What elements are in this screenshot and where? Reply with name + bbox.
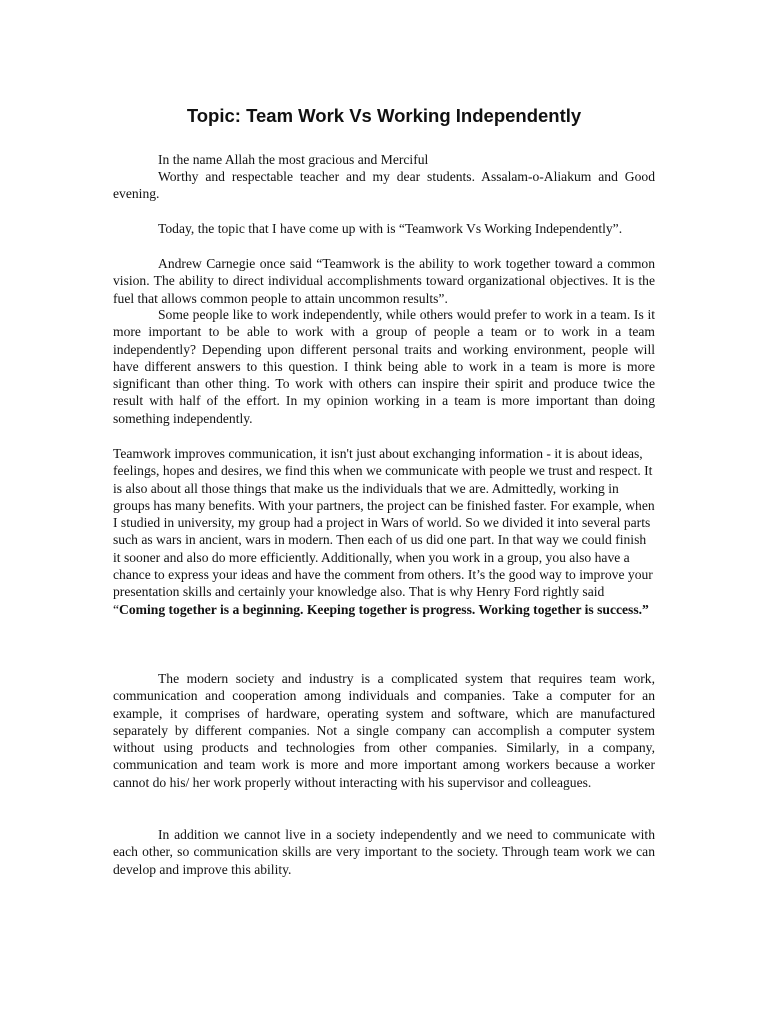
greeting-line-2: Worthy and respectable teacher and my dear students. Assalam-o-Aliakum and Good evening. [113,169,655,202]
greeting-line-1: In the name Allah the most gracious and Merciful [158,152,429,167]
carnegie-prefix: Andrew Carnegie once said [158,256,317,271]
opinion-paragraph: Some people like to work independently, while others would prefer to work in a team. Is it more important to be able to work with a group of people a team or to work in a team independently? Depending upon different personal traits and working environment, people will have different answers to this question. I think being able to work in a team is more is more significant than other thing. To work with others can inspire their spirit and produce twice the result with half of the effort. In my opinion working in a team is more important than doing something independently. [113,307,655,426]
intro-paragraph: Today, the topic that I have come up with is “Teamwork Vs Working Independently”. [158,221,623,236]
society-paragraph: The modern society and industry is a complicated system that requires team work, communication and cooperation among individuals and companies. Take a computer for an example, it comprises of hardware, operating system and software, which are manufactured separately by different companies. Not a single company can accomplish a computer system without using products and technologies from other companies. Similarly, in a company, communication and team work is more and more important among workers because a worker cannot do his/ her work properly without interacting with his supervisor and colleagues. [113,671,655,790]
communication-text: Teamwork improves communication, it isn't just about exchanging information - it is about ideas, feelings, hopes and desires, we find this when we communicate with people we trust and respect. It is also about all those things that make us the individuals that we are. Admittedly, working in groups has many benefits. With your partners, the project can be finished faster. For example, when I studied in university, my group had a project in Wars of world. So we divided it into several parts such as wars in ancient, wars in modern. Then each of us did one part. In that way we could finish it sooner and also do more efficiently. Additionally, when you work in a group, you also have a chance to express your ideas and have the comment from others. It’s the good way to improve your presentation skills and certainly your knowledge also. That is why Henry Ford rightly said “ [113,446,655,617]
carnegie-quote: “Teamwork is the ability to work together toward a common vision. The ability to direct individual accomplishments toward organizational objectives. It is the fuel that allows common people to attain uncommon results”. [113,256,655,306]
communication-paragraph [113,445,655,618]
conclusion-paragraph: In addition we cannot live in a society independently and we need to communicate with each other, so communication skills are very important to the society. Through team work we can develop and improve this ability. [113,827,655,877]
carnegie-paragraph [113,255,655,307]
page-title: Topic: Team Work Vs Working Independently [186,105,582,126]
ford-quote: Coming together is a beginning. Keeping together is progress. Working together is success.” [119,601,649,617]
